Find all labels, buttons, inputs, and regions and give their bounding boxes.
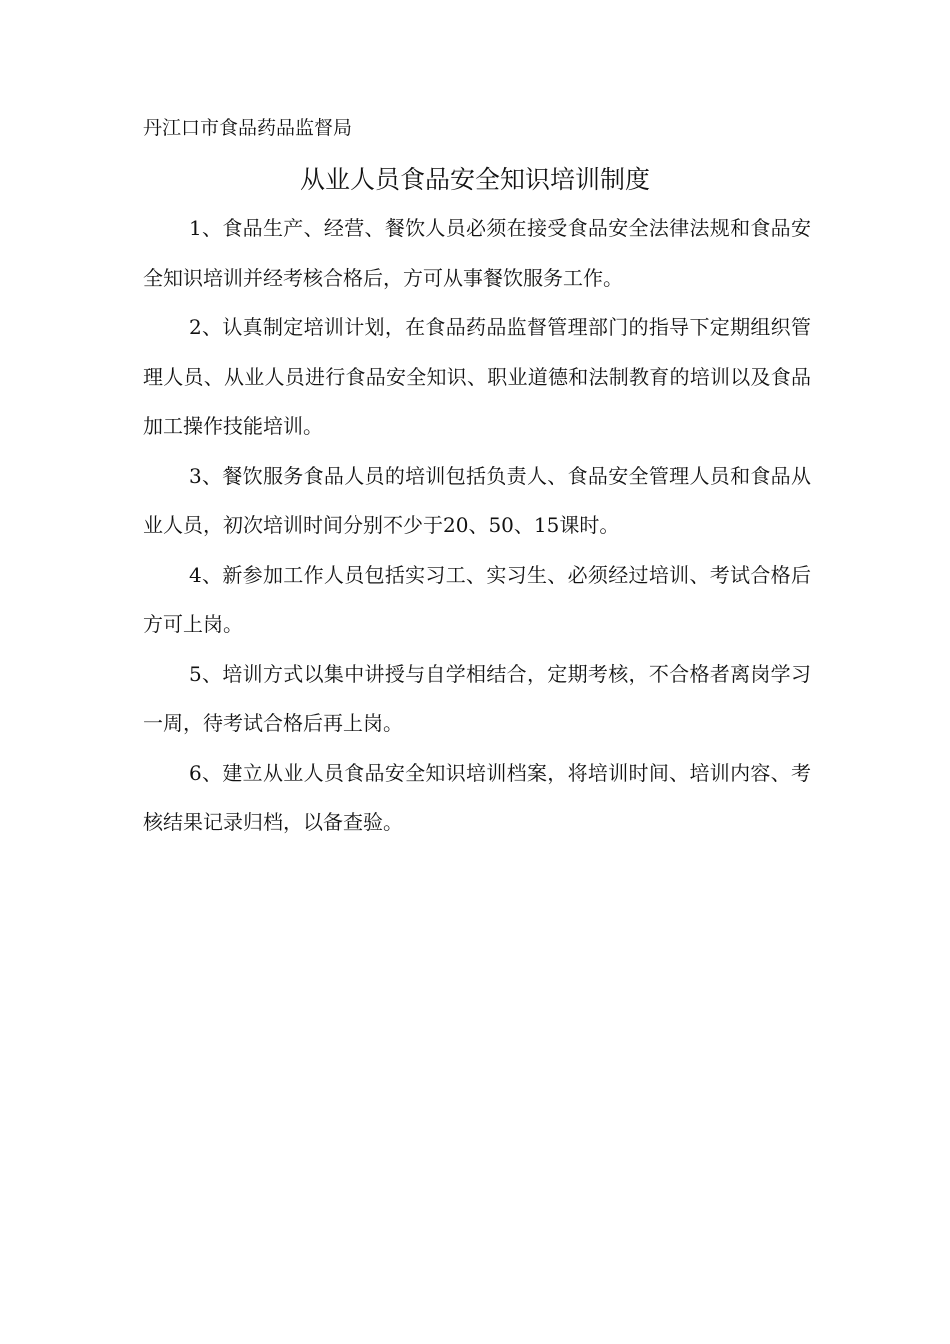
paragraph-2: 2、认真制定培训计划，在食品药品监督管理部门的指导下定期组织管理人员、从业人员进行食品安全知识、职业道德和法制教育的培训以及食品加工操作技能培训。 — [143, 315, 811, 438]
document-title: 从业人员食品安全知识培训制度 — [299, 165, 650, 194]
paragraph-4: 4、新参加工作人员包括实习工、实习生、必须经过培训、考试合格后方可上岗。 — [143, 562, 811, 636]
paragraph-5: 5、培训方式以集中讲授与自学相结合，定期考核，不合格者离岗学习一周，待考试合格后再上岗。 — [143, 661, 811, 735]
organization-header: 丹江口市食品药品监督局 — [143, 117, 353, 139]
document-body — [143, 204, 811, 848]
paragraph-3: 3、餐饮服务食品人员的培训包括负责人、食品安全管理人员和食品从业人员，初次培训时间分别不少于20、50、15课时。 — [143, 463, 811, 537]
paragraph-1: 1、食品生产、经营、餐饮人员必须在接受食品安全法律法规和食品安全知识培训并经考核合格后，方可从事餐饮服务工作。 — [143, 216, 811, 290]
paragraph-6: 6、建立从业人员食品安全知识培训档案，将培训时间、培训内容、考核结果记录归档，以备查验。 — [143, 760, 811, 834]
